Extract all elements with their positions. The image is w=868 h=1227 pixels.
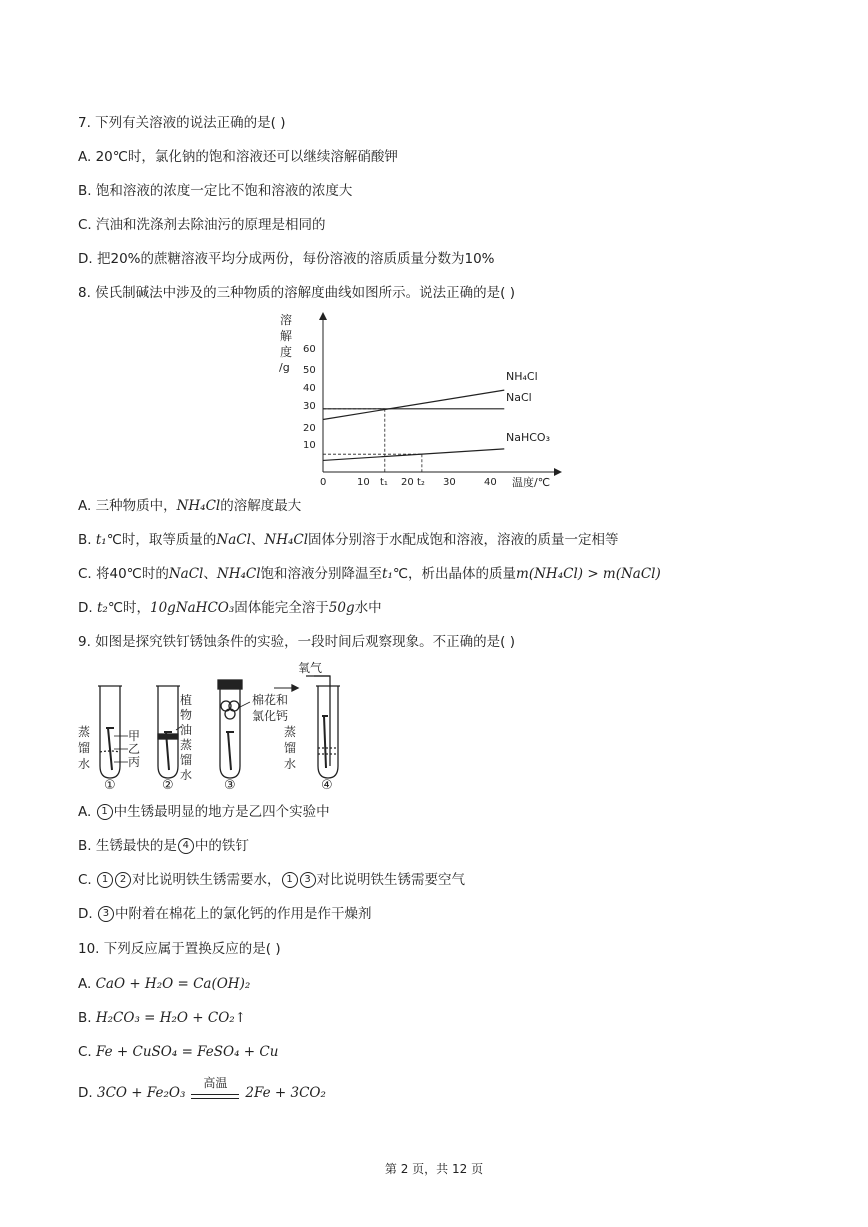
q7-option-d: D. 把20%的蔗糖溶液平均分成两份，每份溶液的溶质质量分数为10% [78,251,495,267]
y-tick: 50 [303,365,316,376]
iron-nail-1 [108,728,112,770]
q9-stem: 9. 如图是探究铁钉锈蚀条件的实验，一段时间后观察现象。不正确的是( ) [78,634,515,650]
y-tick: 40 [303,383,316,394]
iron-nail-3 [228,732,231,770]
test-tube-4 [318,686,338,778]
label-water1-1: 蒸 [78,725,91,739]
rust-experiment-figure [78,656,368,792]
label-water4-3: 水 [284,757,297,771]
q10-option-d: D. 3CO + Fe₂O₃ 高温 2Fe + 3CO₂ [78,1078,326,1108]
series-line-0 [323,390,504,419]
label-water1-3: 水 [78,757,91,771]
tube-number-3: ③ [224,778,236,792]
x-tick: 20 [401,477,414,488]
x-tick: t₂ [417,477,425,488]
label-mark-yi: 乙 [128,742,141,756]
page-footer: 第 2 页，共 12 页 [384,1162,484,1176]
label-mark-jia: 甲 [128,729,141,743]
series-label-nahco3: NaHCO₃ [506,431,550,444]
q10-option-c: C. Fe + CuSO₄ = FeSO₄ + Cu [78,1044,279,1060]
label-water2-1: 蒸 [180,738,193,752]
test-tube-1 [100,686,120,778]
series-label-nacl: NaCl [506,391,532,404]
label-oil-2: 物 [180,708,193,722]
label-cotton-2: 氯化钙 [252,709,289,723]
q8-option-a: A. 三种物质中，NH₄Cl的溶解度最大 [78,498,302,514]
tube-number-2: ② [162,778,174,792]
label-water2-3: 水 [180,768,193,782]
label-water4-1: 蒸 [284,725,297,739]
q10-option-b: B. H₂CO₃ = H₂O + CO₂↑ [78,1010,247,1026]
y-tick: 20 [303,423,316,434]
q7-option-a: A. 20℃时，氯化钠的饱和溶液还可以继续溶解硝酸钾 [78,149,398,165]
reaction-condition: 高温 [191,1078,239,1108]
y-tick: 30 [303,401,316,412]
q8-option-d: D. t₂℃时，10gNaHCO₃固体能完全溶于50g水中 [78,600,382,616]
label-mark-bing: 丙 [128,755,141,769]
iron-nail-4 [324,716,326,768]
x-axis-label: 温度/℃ [512,476,551,489]
q10-option-a: A. CaO + H₂O = Ca(OH)₂ [78,976,251,992]
label-cotton-1: 棉花和 [252,693,289,707]
q9-option-c: C. 1 2 对比说明铁生锈需要水， 1 3 对比说明铁生锈需要空气 [78,872,466,888]
q8-option-c: C. 将40℃时的NaCl、NH₄Cl饱和溶液分别降温至t₁℃，析出晶体的质量m(NH₄Cl) > m(NaCl) [78,566,661,582]
x-tick: 10 [357,477,370,488]
y-tick: 60 [303,344,316,355]
label-oil-3: 油 [180,723,193,737]
label-water2-2: 馏 [180,753,193,767]
series-line-2 [323,449,504,461]
y-axis-label-1: 溶 [280,313,293,327]
x-tick: t₁ [380,477,388,488]
x-tick: 40 [484,477,497,488]
label-oxygen: 氧气 [298,661,323,675]
q9-option-b: B. 生锈最快的是 4 中的铁钉 [78,838,249,854]
q7-option-b: B. 饱和溶液的浓度一定比不饱和溶液的浓度大 [78,183,353,199]
label-oil-1: 植 [180,693,193,707]
y-tick: 10 [303,440,316,451]
solubility-chart [270,308,570,494]
q7-option-c: C. 汽油和洗涤剂去除油污的原理是相同的 [78,217,326,233]
x-tick: 30 [443,477,456,488]
y-axis-label-4: /g [279,361,290,374]
tube-number-1: ① [104,778,116,792]
series-label-nh4cl: NH₄Cl [506,370,538,383]
q8-stem: 8. 侯氏制碱法中涉及的三种物质的溶解度曲线如图所示。说法正确的是( ) [78,285,515,301]
x-tick: 0 [320,477,327,488]
q9-option-a: A. 1 中生锈最明显的地方是乙四个实验中 [78,804,330,820]
label-water4-2: 馏 [284,741,297,755]
y-axis-label-2: 解 [280,329,293,343]
q7-stem: 7. 下列有关溶液的说法正确的是( ) [78,115,286,131]
q10-stem: 10. 下列反应属于置换反应的是( ) [78,941,281,957]
label-water1-2: 馏 [78,741,91,755]
y-axis-label-3: 度 [280,345,293,359]
q9-option-d: D. 3 中附着在棉花上的氯化钙的作用是作干燥剂 [78,906,372,922]
tube-number-4: ④ [321,778,333,792]
q8-option-b: B. t₁℃时，取等质量的NaCl、NH₄Cl固体分别溶于水配成饱和溶液，溶液的质量一定相等 [78,532,619,548]
